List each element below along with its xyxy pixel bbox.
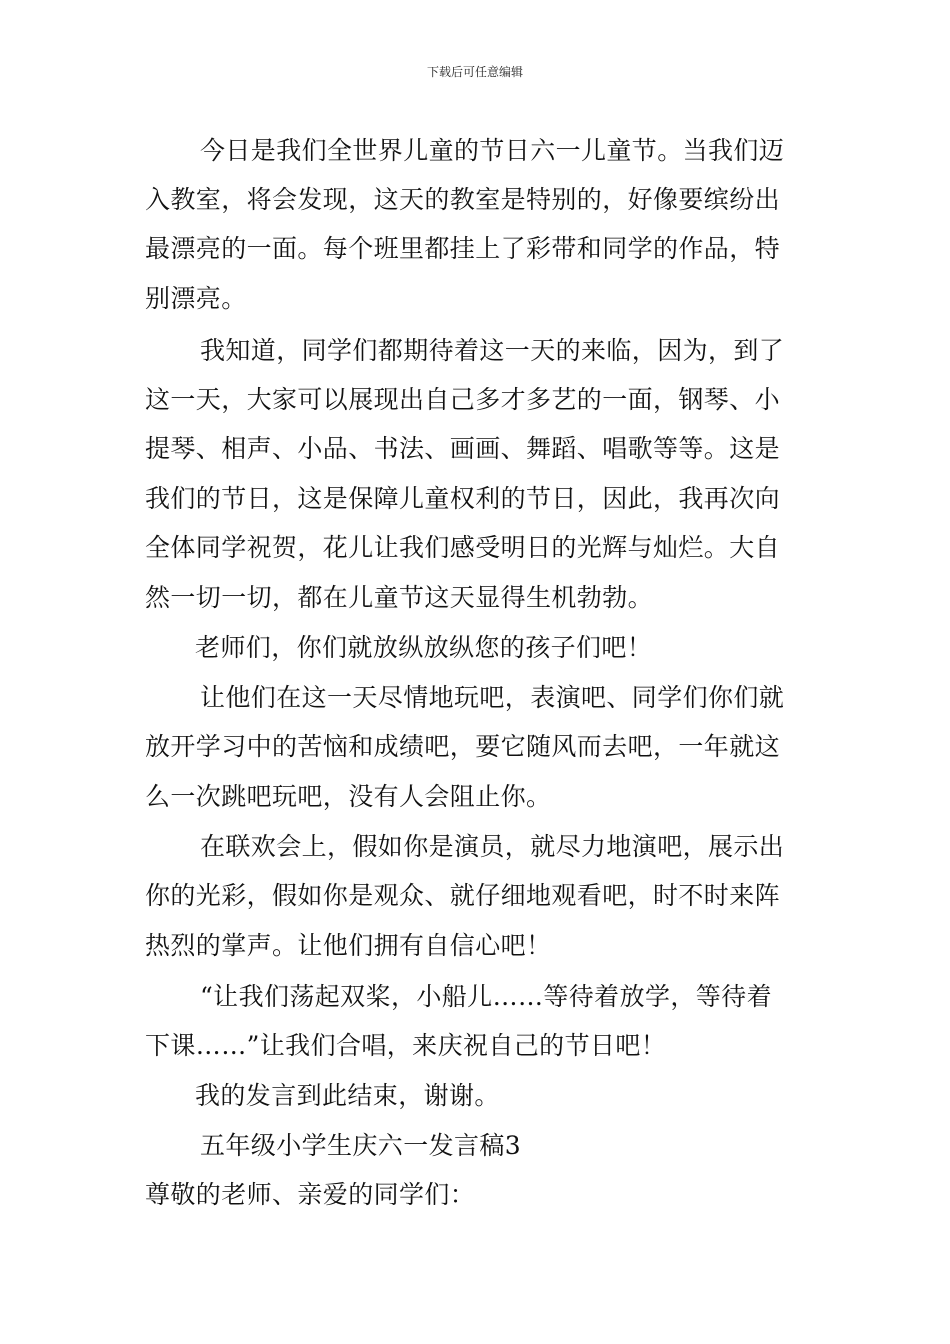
text-line: 然一切一切，都在儿童节这天显得生机勃勃。: [145, 583, 654, 612]
section-heading: 五年级小学生庆六一发言稿3: [200, 1131, 522, 1160]
text-line: 我知道，同学们都期待着这一天的来临，因为，到了: [200, 336, 785, 365]
text-line: 老师们，你们就放纵放纵您的孩子们吧！: [195, 633, 653, 662]
text-line: 提琴、相声、小品、书法、画画、舞蹈、唱歌等等。这是: [145, 434, 781, 463]
text-line: 最漂亮的一面。每个班里都挂上了彩带和同学的作品，特: [145, 234, 781, 263]
salutation: 尊敬的老师、亲爱的同学们：: [145, 1180, 476, 1209]
text-line: 下课……”让我们合唱，来庆祝自己的节日吧！: [145, 1031, 667, 1060]
text-line: 么一次跳吧玩吧，没有人会阻止你。: [145, 782, 552, 811]
text-line: 别漂亮。: [145, 284, 247, 313]
text-line: 热烈的掌声。让他们拥有自信心吧！: [145, 931, 552, 960]
page-header: 下载后可任意编辑: [426, 65, 523, 79]
text-line: 让他们在这一天尽情地玩吧，表演吧、同学们你们就: [200, 683, 785, 712]
text-line: 我们的节日，这是保障儿童权利的节日，因此，我再次向: [145, 484, 781, 513]
text-line: 全体同学祝贺，花儿让我们感受明日的光辉与灿烂。大自: [145, 533, 781, 562]
text-line: 今日是我们全世界儿童的节日六一儿童节。当我们迈: [200, 136, 785, 165]
text-line: 放开学习中的苦恼和成绩吧，要它随风而去吧，一年就这: [145, 732, 781, 761]
text-line: 我的发言到此结束，谢谢。: [195, 1081, 500, 1110]
text-line: 在联欢会上，假如你是演员，就尽力地演吧，展示出: [200, 832, 785, 861]
text-line: 入教室，将会发现，这天的教室是特别的，好像要缤纷出: [145, 185, 781, 214]
text-line: “让我们荡起双桨，小船儿……等待着放学，等待着: [200, 982, 772, 1011]
text-line: 这一天，大家可以展现出自己多才多艺的一面，钢琴、小: [145, 385, 781, 414]
text-line: 你的光彩，假如你是观众、就仔细地观看吧，时不时来阵: [145, 881, 781, 910]
